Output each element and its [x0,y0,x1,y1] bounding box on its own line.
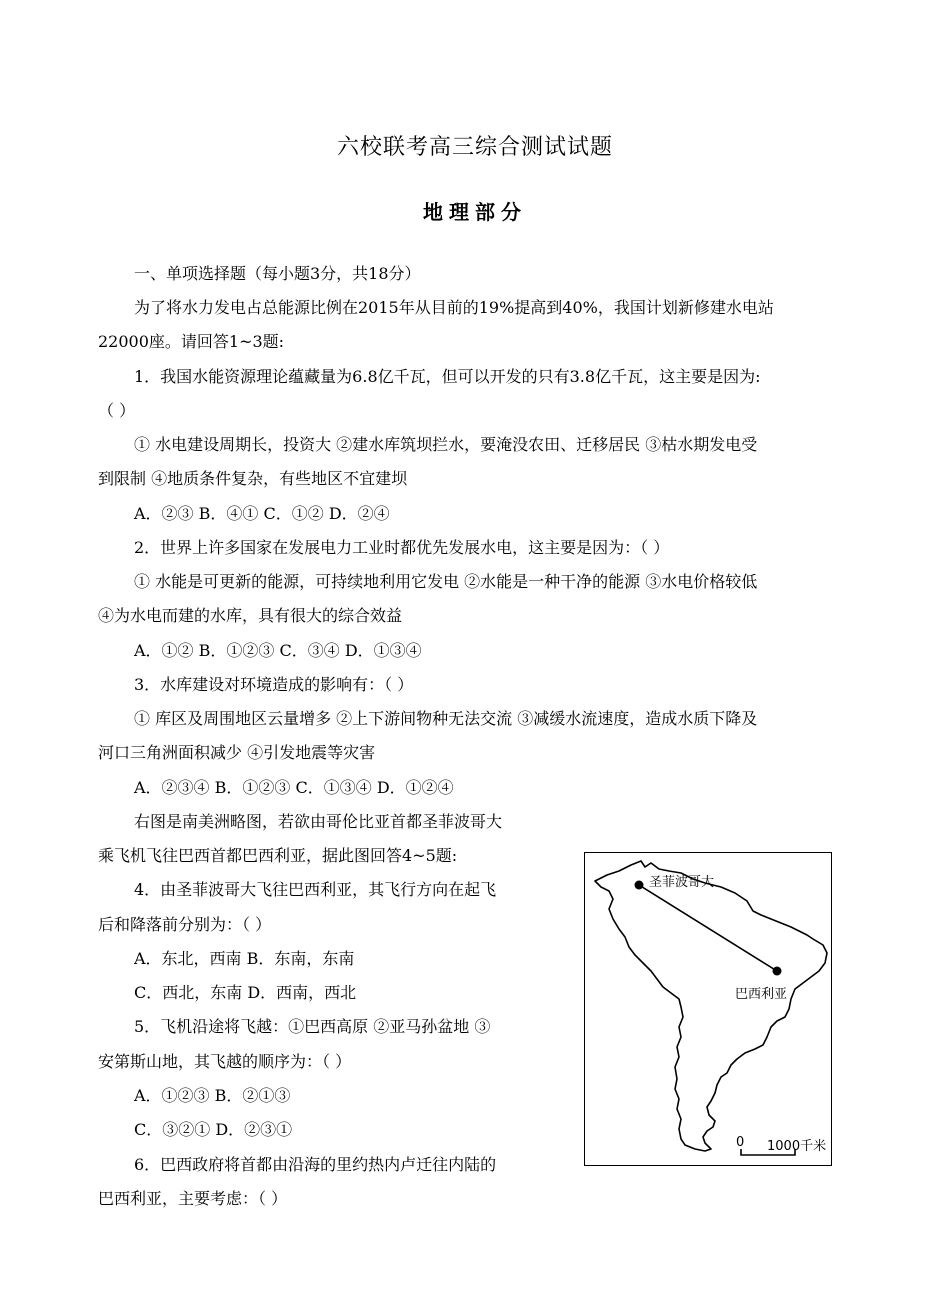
question-5: 5．飞机沿途将飞越：①巴西高原 ②亚马孙盆地 ③ [134,1017,491,1036]
question-2-options: A．①② B．①②③ C．③④ D．①③④ [134,641,422,660]
question-5-options-ab: A．①②③ B．②①③ [134,1086,291,1105]
question-1-bracket: （ ） [98,401,136,420]
bogota-label: 圣菲波哥大 [649,875,715,890]
question-3-statements: ① 库区及周围地区云量增多 ②上下游间物种无法交流 ③减缓水流速度，造成水质下降及 [134,709,758,728]
question-5-options-cd: C．③②① D．②③① [134,1120,293,1139]
question-3-options: A．②③④ B．①②③ C．①③④ D．①②④ [134,778,454,797]
question-1: 1．我国水能资源理论蕴藏量为6.8亿千瓦，但可以开发的只有3.8亿千瓦，这主要是因为: [134,367,761,386]
question-6-cont: 巴西利亚，主要考虑：（ ） [98,1189,288,1208]
scale-zero-label: 0 [736,1135,745,1150]
question-4-options-cd: C．西北，东南 D．西南，西北 [134,983,357,1002]
question-1-options: A．②③ B．④① C．①② D．②④ [134,504,390,523]
map-intro: 右图是南美洲略图，若欲由哥伦比亚首都圣菲波哥大 [134,812,503,831]
question-2: 2．世界上许多国家在发展电力工业时都优先发展水电，这主要是因为：（ ） [134,538,670,557]
intro-text-cont: 22000座。请回答1~3题: [98,332,285,351]
question-4-options-ab: A．东北，西南 B．东南，东南 [134,949,355,968]
exam-title: 六校联考高三综合测试试题 [336,135,613,160]
question-2-statements: ① 水能是可更新的能源，可持续地利用它发电 ②水能是一种干净的能源 ③水电价格较低 [134,572,758,591]
question-3-statements-cont: 河口三角洲面积减少 ④引发地震等灾害 [98,743,376,762]
brasilia-label: 巴西利亚 [735,987,788,1002]
question-2-statements-cont: ④为水电而建的水库，具有很大的综合效益 [98,606,403,625]
south-america-outline [585,853,831,1165]
question-4: 4．由圣菲波哥大飞往巴西利亚，其飞行方向在起飞 [134,880,497,899]
question-3: 3．水库建设对环境造成的影响有：（ ） [134,675,414,694]
question-6: 6．巴西政府将首都由沿海的里约热内卢迁往内陆的 [134,1155,497,1174]
map-intro-cont: 乘飞机飞往巴西首都巴西利亚，据此图回答4~5题: [98,846,458,865]
question-4-cont: 后和降落前分别为：（ ） [98,915,272,934]
question-1-statements-cont: 到限制 ④地质条件复杂，有些地区不宜建坝 [98,469,408,488]
south-america-map [584,852,832,1166]
section-heading: 一、单项选择题（每小题3分，共18分） [134,264,421,283]
question-1-statements: ① 水电建设周期长，投资大 ②建水库筑坝拦水，要淹没农田、迁移居民 ③枯水期发电受 [134,435,758,454]
scale-distance-label: 1000千米 [767,1139,827,1154]
section-title: 地理部分 [423,200,527,224]
intro-text: 为了将水力发电占总能源比例在2015年从目前的19%提高到40%，我国计划新修建水电站 [134,298,774,317]
question-5-cont: 安第斯山地，其飞越的顺序为：（ ） [98,1052,352,1071]
